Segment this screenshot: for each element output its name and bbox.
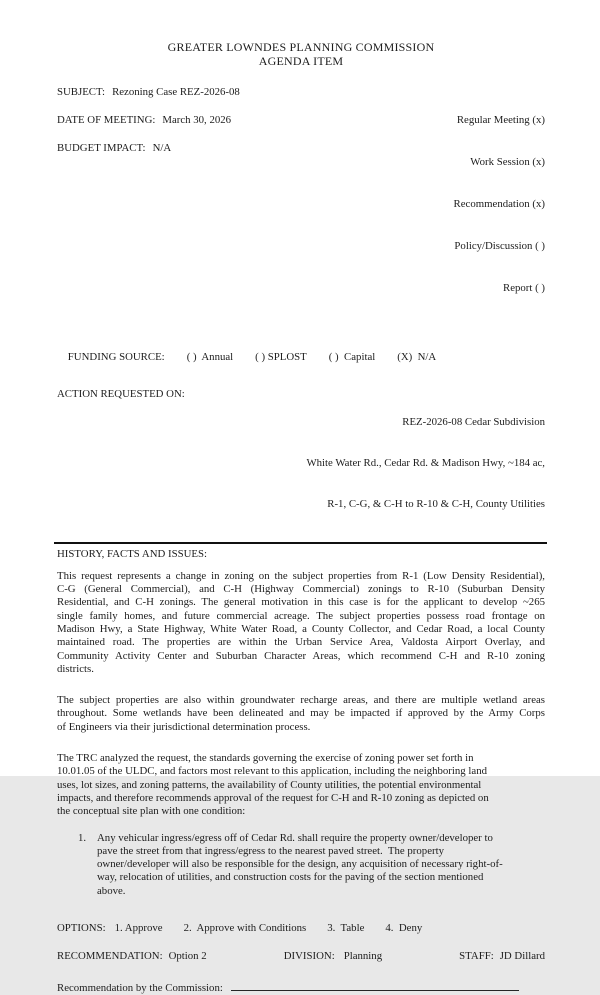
action-detail-line3: R-1, C-G, & C-H to R-10 & C-H, County Utilities bbox=[327, 498, 545, 511]
option-approve: 1. Approve bbox=[114, 922, 163, 934]
condition-line: owner/developer will also be responsible for the design, any acquisition of necessary right-of- bbox=[97, 858, 503, 871]
option-approve-with-conditions: 2. Approve with Conditions bbox=[183, 922, 307, 934]
flag-report: Report ( ) bbox=[503, 282, 545, 294]
staff-group bbox=[459, 949, 545, 963]
funding-option-na: (X) N/A bbox=[397, 351, 437, 363]
action-requested-label: ACTION REQUESTED ON: bbox=[57, 388, 185, 400]
section-divider bbox=[54, 542, 547, 544]
flag-work-session: Work Session (x) bbox=[470, 156, 545, 168]
paragraph-line: Madison Hwy, a State Highway, White Water Road, a County Collector, and Cedar Road, a local County bbox=[57, 622, 545, 635]
action-detail-line2: White Water Rd., Cedar Rd. & Madison Hwy, ~184 ac, bbox=[306, 456, 545, 469]
history-heading: HISTORY, FACTS AND ISSUES: bbox=[57, 547, 208, 560]
document-title-line1: GREATER LOWNDES PLANNING COMMISSION bbox=[167, 40, 435, 54]
paragraph-line: This request represents a change in zoning on the subject properties from R-1 (Low Density Residential), bbox=[57, 569, 545, 582]
paragraph-line: throughout. Some wetlands have been delineated and may be impacted if approved by the Army Corps bbox=[57, 707, 545, 720]
flag-recommendation: Recommendation (x) bbox=[453, 198, 545, 210]
staff-label: STAFF: bbox=[459, 950, 494, 962]
paragraph-line: The TRC analyzed the request, the standards governing the exercise of zoning power set forth in bbox=[57, 752, 474, 765]
division-value: Planning bbox=[343, 950, 383, 962]
condition-list-item bbox=[78, 832, 545, 898]
staff-value: JD Dillard bbox=[499, 950, 545, 962]
commission-recommendation-blank-line bbox=[231, 979, 519, 991]
division-group bbox=[284, 949, 382, 963]
option-table: 3. Table bbox=[327, 922, 365, 934]
document-title bbox=[57, 41, 545, 68]
paragraph-line: C-G (General Commercial), and C-H (Highway Commercial) zonings to R-10 (Suburban Density bbox=[57, 583, 545, 596]
paragraph-line: single family homes, and future commercial acreage. The subject properties possess road frontage on bbox=[57, 609, 545, 622]
condition-line: pave the street from that ingress/egress to the nearest paved street. The property bbox=[97, 844, 444, 857]
budget-impact-value: N/A bbox=[152, 142, 172, 154]
funding-option-annual: ( ) Annual bbox=[186, 351, 234, 363]
recommendation-value: Option 2 bbox=[168, 950, 207, 962]
paragraph-line: The subject properties are also within groundwater recharge areas, and there are multiple wetland areas bbox=[57, 694, 545, 707]
header-left-column bbox=[57, 85, 240, 323]
paragraph-line: 10.01.05 of the ULDC, and factors most relevant to this application, including the neighboring land bbox=[57, 765, 487, 778]
subject-row bbox=[57, 85, 240, 99]
paragraph-line: the conceptual site plan with one condition: bbox=[57, 805, 246, 818]
funding-source-row bbox=[57, 336, 545, 378]
funding-source-label: FUNDING SOURCE: bbox=[67, 351, 165, 363]
condition-line: above. bbox=[97, 884, 126, 897]
funding-option-capital: ( ) Capital bbox=[328, 351, 376, 363]
option-deny: 4. Deny bbox=[385, 922, 423, 934]
budget-impact-row bbox=[57, 141, 240, 155]
action-detail-line1: REZ-2026-08 Cedar Subdivision bbox=[402, 415, 545, 428]
recommendation-label: RECOMMENDATION: bbox=[57, 950, 163, 962]
meeting-date-label: DATE OF MEETING: bbox=[57, 114, 156, 126]
paragraph-line: districts. bbox=[57, 662, 94, 675]
action-requested-block bbox=[57, 388, 545, 540]
history-paragraph-2 bbox=[57, 694, 545, 734]
paragraph-line: Residential, and C-H zonings. The general motivation in this case is for the applicant to develop ~265 bbox=[57, 596, 545, 609]
flag-policy-discussion: Policy/Discussion ( ) bbox=[454, 240, 545, 252]
paragraph-line: impacts, and therefore recommends approval of the request for C-H and R-10 zoning as depicted on bbox=[57, 791, 489, 804]
paragraph-line: Community Activity Center and Suburban Character Areas, which recommend C-H and R-10 zoning bbox=[57, 649, 545, 662]
meeting-date-value: March 30, 2026 bbox=[162, 114, 232, 126]
recommendation-group bbox=[57, 949, 207, 963]
meeting-date-row bbox=[57, 113, 240, 127]
subject-label: SUBJECT: bbox=[57, 86, 106, 98]
action-requested-detail bbox=[306, 388, 545, 540]
meeting-type-flags bbox=[454, 85, 545, 323]
condition-line: Any vehicular ingress/egress off of Cedar Rd. shall require the property owner/developer to bbox=[97, 831, 493, 844]
header-block bbox=[57, 85, 545, 323]
document-title-line2: AGENDA ITEM bbox=[258, 53, 344, 68]
history-paragraph-1 bbox=[57, 570, 545, 676]
commission-recommendation-row bbox=[57, 979, 545, 995]
condition-number: 1. bbox=[78, 831, 87, 844]
paragraph-line: of Engineers via their jurisdictional determination process. bbox=[57, 720, 311, 733]
subject-value: Rezoning Case REZ-2026-08 bbox=[112, 86, 240, 98]
options-label: OPTIONS: bbox=[57, 922, 106, 934]
division-label: DIVISION: bbox=[283, 950, 335, 962]
options-row bbox=[57, 921, 545, 935]
condition-text bbox=[97, 832, 545, 898]
condition-line: way, relocation of utilities, and construction costs for the paving of the section mentioned bbox=[97, 871, 484, 884]
flag-regular-meeting: Regular Meeting (x) bbox=[456, 114, 545, 126]
commission-recommendation-label: Recommendation by the Commission: bbox=[57, 982, 223, 994]
budget-impact-label: BUDGET IMPACT: bbox=[57, 142, 146, 154]
history-paragraph-3 bbox=[57, 752, 545, 818]
recommendation-row bbox=[57, 949, 545, 963]
paragraph-line: uses, lot sizes, and zoning patterns, the availability of County utilities, the potential environmental bbox=[57, 778, 482, 791]
paragraph-line: maintained road. The properties are within the Urban Service Area, Valdosta Airport Overlay, and bbox=[57, 636, 545, 649]
funding-option-splost: ( ) SPLOST bbox=[255, 351, 307, 363]
